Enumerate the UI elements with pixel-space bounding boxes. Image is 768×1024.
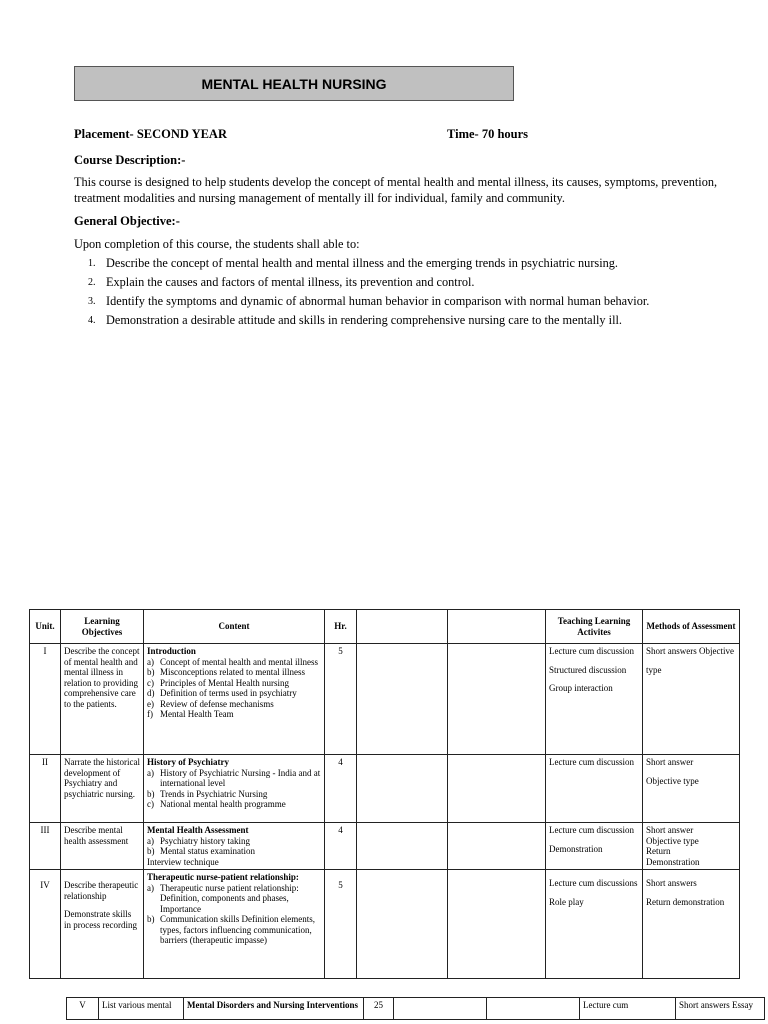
content-cell [144, 823, 325, 870]
methods-cell: Short answers Essay [676, 998, 765, 1020]
table-row [30, 644, 740, 755]
general-objective-intro: Upon completion of this course, the students shall able to: [74, 237, 360, 251]
method-item: Return demonstration [646, 896, 725, 907]
content-marker: c) [147, 799, 154, 809]
content-marker: a) [147, 882, 154, 893]
teaching-item: Demonstration [549, 843, 603, 854]
content-text: Therapeutic nurse patient relationship: Definition, components and phases, Importance [160, 882, 299, 914]
teaching-item: Group interaction [549, 683, 613, 693]
blank-cell [357, 644, 448, 755]
blank-cell [394, 998, 487, 1020]
methods-cell [643, 755, 740, 823]
table-row [30, 755, 740, 823]
content-extra: Interview technique [147, 856, 219, 867]
blank-cell [357, 755, 448, 823]
unit-cell: I [30, 644, 61, 755]
objective-cell: List various mental [99, 998, 184, 1020]
content-text: Definition of terms used in psychiatry [160, 688, 297, 698]
content-list [147, 836, 321, 857]
curriculum-table [29, 609, 740, 979]
method-item: Objective type [646, 775, 699, 786]
method-item: Objective type [646, 835, 699, 846]
unit-cell: IV [30, 870, 61, 979]
content-marker: b) [147, 667, 155, 677]
method-item: Short answers Objective [646, 646, 734, 656]
content-item [147, 709, 321, 720]
objective-text: Explain the causes and factors of mental illness, its prevention and control. [106, 275, 475, 289]
header-unit: Unit. [30, 610, 61, 644]
content-text: History of Psychiatric Nursing - India and at international level [160, 767, 321, 788]
blank-cell [448, 870, 546, 979]
course-description-heading: Course Description:- [74, 153, 186, 167]
content-cell [144, 644, 325, 755]
objective-item [88, 311, 748, 330]
blank-cell [448, 644, 546, 755]
objective-item [88, 273, 748, 292]
objective-number: 1. [88, 258, 96, 269]
content-marker: d) [147, 688, 155, 698]
method-item: Short answer [646, 757, 694, 767]
teaching-item: Structured discussion [549, 664, 627, 675]
content-text: Principles of Mental Health nursing [160, 677, 289, 688]
objective-number: 2. [88, 277, 96, 288]
objective-cell: Describe the concept of mental health and mental illness in relation to providing comprehensive care to the patients. [61, 644, 144, 755]
objective-number: 4. [88, 315, 96, 326]
content-item [147, 667, 321, 678]
hours-cell: 4 [325, 823, 357, 870]
objective-cell: Describe mental health assessment [61, 823, 144, 870]
teaching-cell [546, 870, 643, 979]
method-item: Short answers [646, 878, 697, 888]
content-cell [144, 755, 325, 823]
placement-label: Placement- SECOND YEAR [74, 127, 227, 141]
header-learning-objectives: Learning Objectives [61, 610, 144, 644]
content-item [147, 846, 321, 857]
content-item [147, 914, 321, 946]
unit-cell: II [30, 755, 61, 823]
general-objective-heading: General Objective:- [74, 214, 180, 228]
content-item [147, 883, 321, 915]
objective-text: Identify the symptoms and dynamic of abnormal human behavior in comparison with normal human behavior. [106, 294, 650, 308]
time-label: Time- 70 hours [447, 127, 529, 141]
content-text: Concept of mental health and mental illness [160, 656, 318, 667]
method-item: type [646, 664, 662, 675]
objective-line: Describe therapeutic relationship [64, 880, 139, 901]
header-methods: Methods of Assessment [643, 610, 740, 644]
methods-cell [643, 870, 740, 979]
header-blank-1 [357, 610, 448, 644]
objectives-list [88, 254, 748, 330]
objective-text: Demonstration a desirable attitude and skills in rendering comprehensive nursing care to the mentally ill. [106, 313, 622, 327]
teaching-item: Lecture cum discussion [549, 646, 634, 656]
content-text: Mental Health Team [160, 709, 234, 719]
unit-cell: V [67, 998, 99, 1020]
hours-cell: 5 [325, 644, 357, 755]
hours-cell: 5 [325, 870, 357, 979]
teaching-cell: Lecture cum [580, 998, 676, 1020]
content-text: Misconceptions related to mental illness [160, 667, 305, 677]
content-item [147, 836, 321, 847]
header-blank-2 [448, 610, 546, 644]
content-list [147, 883, 321, 946]
content-marker: a) [147, 835, 154, 846]
blank-cell [357, 823, 448, 870]
objective-text: Describe the concept of mental health and mental illness and the emerging trends in psychiatric nursing. [106, 256, 618, 270]
objective-line: Demonstrate skills in process recording [64, 909, 137, 930]
blank-cell [357, 870, 448, 979]
objective-cell [61, 870, 144, 979]
objective-item [88, 254, 748, 273]
content-title: Mental Health Assessment [147, 825, 249, 835]
document-title-box [74, 66, 514, 101]
content-marker: f) [147, 709, 153, 719]
content-item [147, 768, 321, 789]
blank-cell [448, 755, 546, 823]
content-marker: a) [147, 656, 154, 667]
document-title: MENTAL HEALTH NURSING [201, 75, 387, 92]
content-text: Communication skills Definition elements, types, factors influencing communication, barriers (therapeutic impasse) [160, 914, 315, 945]
content-item [147, 699, 321, 710]
table-header-row [30, 610, 740, 644]
content-text: Review of defense mechanisms [160, 698, 274, 709]
teaching-cell [546, 755, 643, 823]
hours-cell: 25 [364, 998, 394, 1020]
content-text: National mental health programme [160, 799, 286, 809]
method-item: Short answer [646, 825, 694, 835]
next-page-table [66, 997, 765, 1020]
content-text: Trends in Psychiatric Nursing [160, 788, 268, 799]
content-marker: b) [147, 914, 155, 924]
table-row [30, 823, 740, 870]
table-row [67, 998, 765, 1020]
methods-cell [643, 644, 740, 755]
content-text: Psychiatry history taking [160, 835, 250, 846]
content-item [147, 678, 321, 689]
objective-cell: Narrate the historical development of Psychiatry and psychiatric nursing. [61, 755, 144, 823]
content-title: Mental Disorders and Nursing Interventions [184, 998, 364, 1020]
header-content: Content [144, 610, 325, 644]
content-title: Introduction [147, 646, 196, 656]
content-text: Mental status examination [160, 846, 255, 856]
content-list [147, 768, 321, 810]
method-item: Demonstration [646, 856, 700, 867]
method-item: Return [646, 846, 671, 856]
blank-cell [448, 823, 546, 870]
content-title: Therapeutic nurse-patient relationship: [147, 872, 299, 882]
content-marker: c) [147, 677, 154, 688]
teaching-item: Lecture cum discussion [549, 825, 634, 835]
content-item [147, 799, 321, 810]
content-cell [144, 870, 325, 979]
teaching-item: Lecture cum discussion [549, 757, 634, 767]
content-marker: a) [147, 767, 154, 778]
table-row [30, 870, 740, 979]
content-item [147, 789, 321, 800]
content-marker: b) [147, 846, 155, 856]
content-title: History of Psychiatry [147, 757, 229, 767]
methods-cell [643, 823, 740, 870]
blank-cell [487, 998, 580, 1020]
header-teaching: Teaching Learning Activites [546, 610, 643, 644]
unit-cell: III [30, 823, 61, 870]
objective-number: 3. [88, 296, 96, 307]
teaching-item: Role play [549, 896, 584, 907]
teaching-item: Lecture cum discussions [549, 878, 638, 888]
content-item [147, 688, 321, 699]
objective-item [88, 292, 748, 311]
content-item [147, 657, 321, 668]
teaching-cell [546, 644, 643, 755]
content-list [147, 657, 321, 720]
header-hours: Hr. [325, 610, 357, 644]
teaching-cell [546, 823, 643, 870]
course-description-text: This course is designed to help students develop the concept of mental health and mental illness, its causes, symptoms, prevention, treatment modalities and nursing management of mentally ill for individual, family and community. [74, 175, 718, 205]
hours-cell: 4 [325, 755, 357, 823]
content-marker: e) [147, 698, 154, 709]
content-marker: b) [147, 788, 155, 799]
